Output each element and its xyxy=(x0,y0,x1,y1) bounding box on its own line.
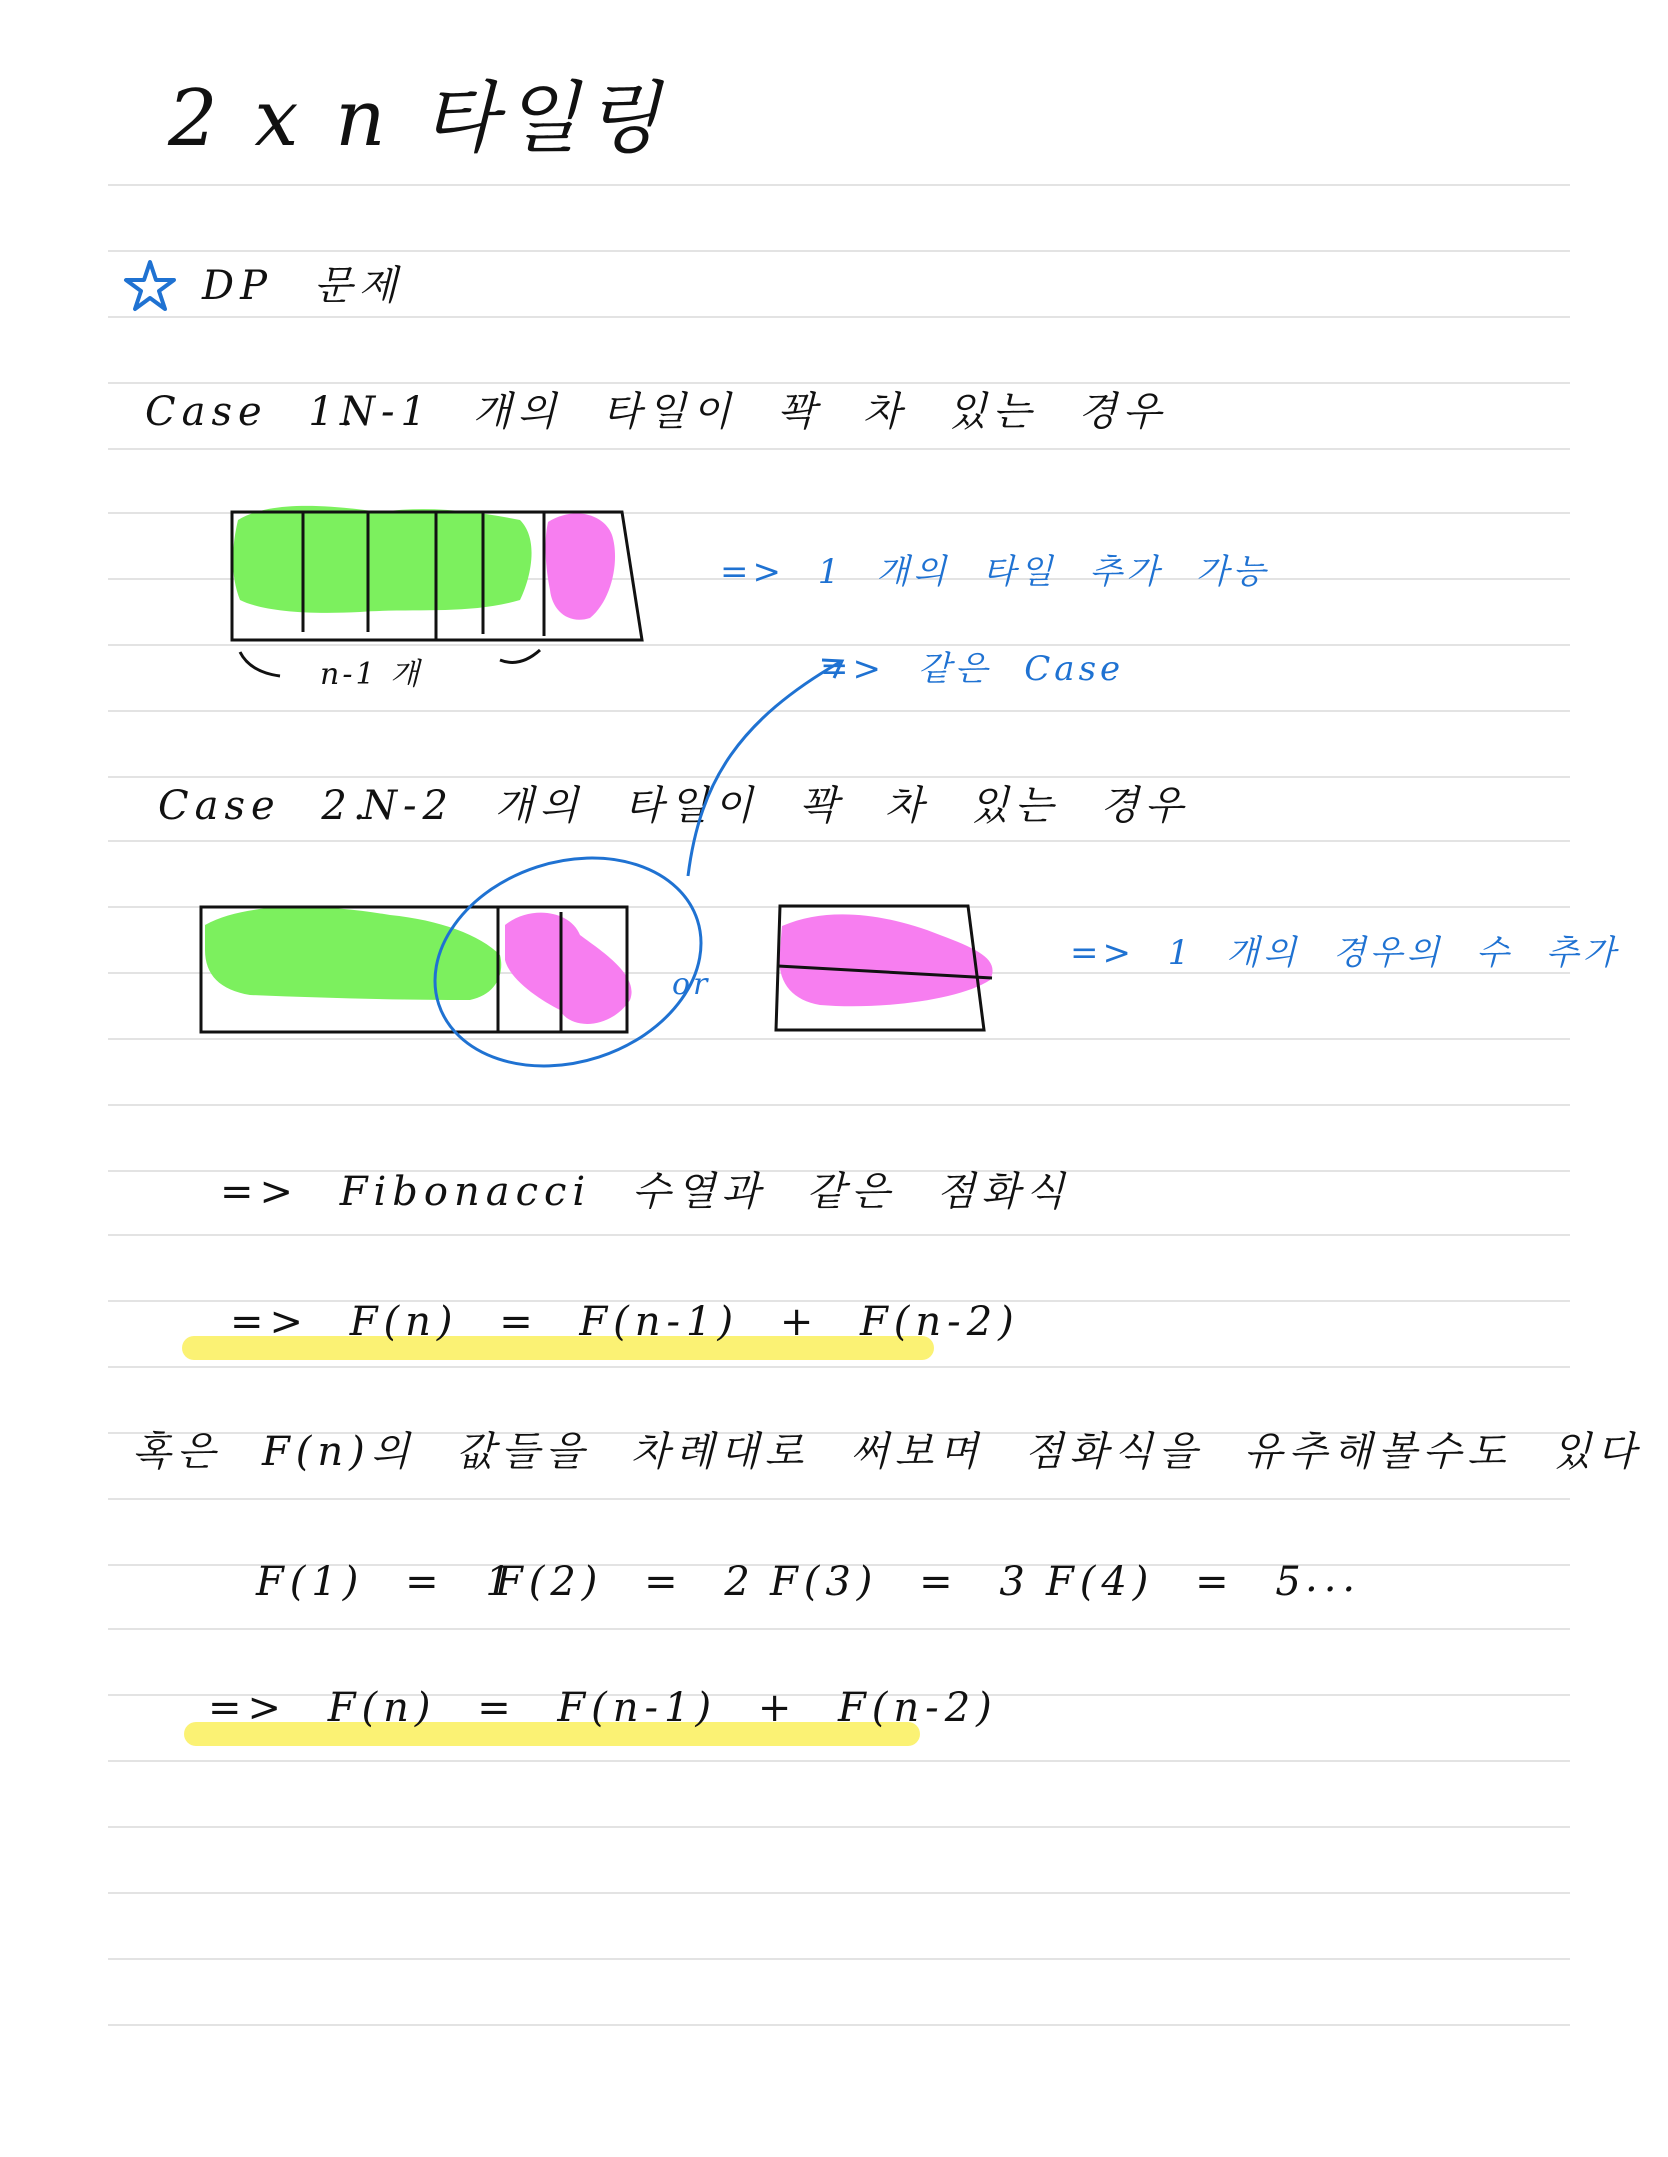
case1-text: N-1 개의 타일이 꽉 차 있는 경우 xyxy=(340,389,1168,435)
fibonacci-conclusion: => Fibonacci 수열과 같은 점화식 xyxy=(220,1169,1071,1215)
case2-note: => 1 개의 경우의 수 추가 xyxy=(1070,933,1620,973)
case2-label: Case 2. xyxy=(158,783,372,829)
value-f4: F(4) = 5 xyxy=(1046,1559,1307,1605)
dp-heading-text: DP 문제 xyxy=(202,263,403,309)
value-f2: F(2) = 2 xyxy=(495,1559,756,1605)
page-title: 2 x n 타일링 xyxy=(168,74,667,164)
case2-text: N-2 개의 타일이 꽉 차 있는 경우 xyxy=(362,783,1190,829)
same-case-arrow xyxy=(688,660,842,876)
case2-pink-fill xyxy=(505,913,632,1024)
case1-green-fill xyxy=(233,506,532,613)
case2-diagram xyxy=(201,825,993,1099)
same-case-note: => 같은 Case xyxy=(820,649,1125,689)
case2-or-label: or xyxy=(672,967,711,1002)
value-f1: F(1) = 1 xyxy=(256,1559,517,1605)
case1-label: Case 1. xyxy=(145,389,359,435)
value-f3: F(3) = 3 xyxy=(770,1559,1031,1605)
case1-note: => 1 개의 타일 추가 가능 xyxy=(720,552,1270,592)
formula1: => F(n) = F(n-1) + F(n-2) xyxy=(230,1299,1020,1345)
case1-diagram xyxy=(232,506,642,676)
case1-pink-fill xyxy=(546,513,616,619)
case1-brace-left xyxy=(240,652,280,676)
case2-alt-pink-fill xyxy=(779,914,992,1006)
value-ellipsis: ... xyxy=(1305,1555,1362,1601)
formula2: => F(n) = F(n-1) + F(n-2) xyxy=(208,1685,998,1731)
alternative-approach-text: 혹은 F(n)의 값들을 차례대로 써보며 점화식을 유추해볼수도 있다 xyxy=(132,1429,1642,1475)
case1-brace-right xyxy=(500,650,540,662)
case1-brace-label: n-1 개 xyxy=(320,657,423,692)
